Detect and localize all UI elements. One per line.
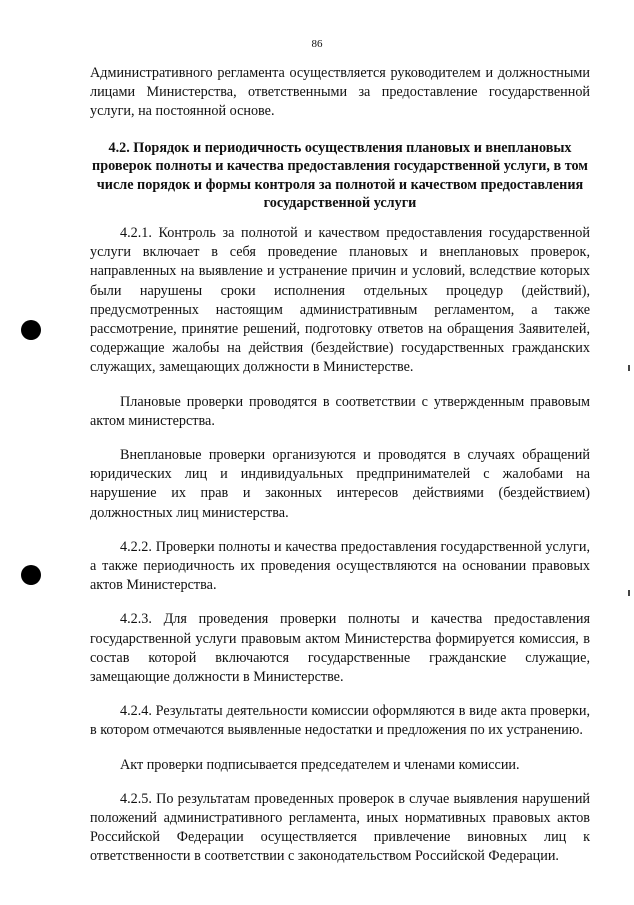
document-body (90, 64, 590, 867)
intro-paragraph: Административного регламента осуществляется руководителем и должностными лицами Министерства, ответственными за предоставление государственной услуги, на постоянной основе. (90, 65, 590, 120)
punch-hole-bottom (21, 565, 41, 585)
paragraph-4-2-1: 4.2.1. Контроль за полнотой и качеством предоставления государственной услуги включает в себя проведение плановых и внеплановых проверок, направленных на выявление и устранение причин и условий, вследствие которых были нарушены сроки исполнения отдельных процедур (действий), предусмотренных настоящим административным регламентом, а также рассмотрение, принятие решений, подготовку ответов на обращения Заявителей, содержащие жалобы на действия (бездействие) государственных гражданских служащих, замещающих должности в Министерстве. (90, 224, 590, 376)
page-number: 86 (311, 38, 323, 50)
section-heading: 4.2. Порядок и периодичность осуществления плановых и внеплановых проверок полноты и качества предоставления государственной услуги, в том числе порядок и формы контроля за полнотой и качеством предоставления государственной услуги (92, 139, 588, 212)
paragraph-4-2-5: 4.2.5. По результатам проведенных проверок в случае выявления нарушений положений административного регламента, иных нормативных правовых актов Российской Федерации осуществляется привлечение виновных лиц к ответственности в соответствии с законодательством Российской Федерации. (90, 790, 590, 865)
paragraph-4-2-4: 4.2.4. Результаты деятельности комиссии оформляются в виде акта проверки, в котором отмечаются выявленные недостатки и предложения по их устранению. (90, 703, 590, 739)
punch-hole-top (21, 320, 41, 340)
scan-edge-mark (628, 365, 630, 371)
paragraph-4-2-2: 4.2.2. Проверки полноты и качества предоставления государственной услуги, а также периодичность их проведения осуществляются на основании правовых актов Министерства. (90, 538, 590, 594)
paragraph-planned-checks: Плановые проверки проводятся в соответствии с утвержденным правовым актом министерства. (90, 393, 590, 429)
scan-edge-mark (628, 590, 630, 596)
paragraph-unplanned-checks: Внеплановые проверки организуются и проводятся в случаях обращений юридических лиц и индивидуальных предпринимателей с жалобами на нарушение их прав и законных интересов действиями (бездействием) должностных лиц министерства. (90, 447, 590, 521)
paragraph-4-2-3: 4.2.3. Для проведения проверки полноты и качества предоставления государственной услуги правовым актом Министерства формируется комиссия, в состав которой включаются государственные гражданские служащие, замещающие должности в Министерстве. (90, 611, 590, 686)
paragraph-act-signing: Акт проверки подписывается председателем и членами комиссии. (120, 756, 520, 773)
